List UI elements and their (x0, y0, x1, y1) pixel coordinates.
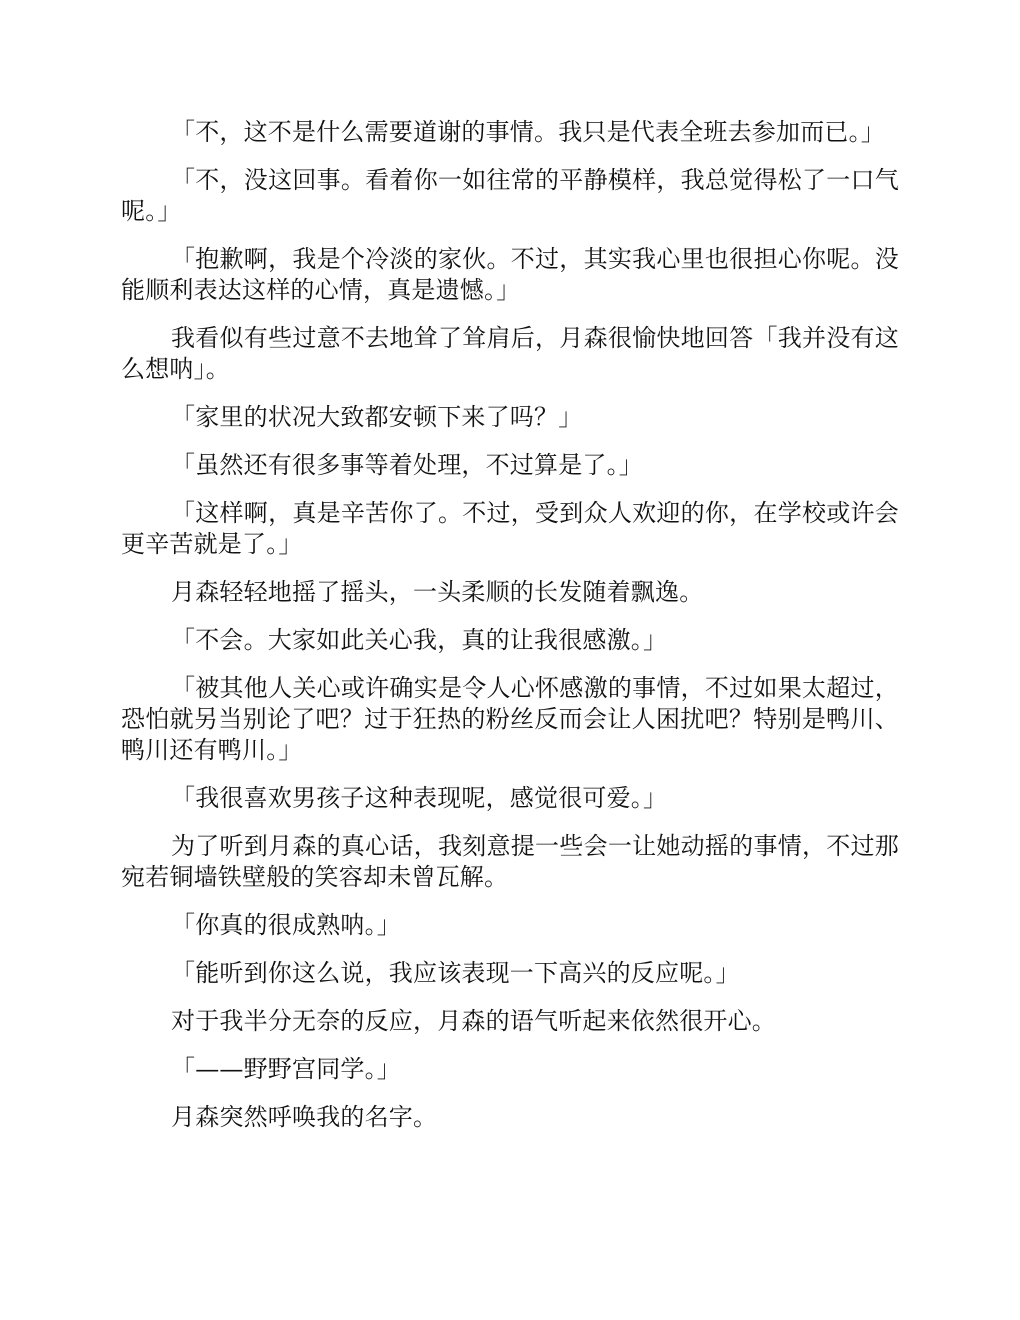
paragraph: 为了听到月森的真心话，我刻意提一些会一让她动摇的事情，不过那宛若铜墙铁壁般的笑容却未曾瓦解。 (121, 832, 899, 891)
paragraph: 月森轻轻地摇了摇头，一头柔顺的长发随着飘逸。 (171, 578, 704, 606)
paragraph: 「——野野宫同学。」 (171, 1055, 401, 1083)
paragraph: 对于我半分无奈的反应，月森的语气听起来依然很开心。 (171, 1007, 776, 1035)
paragraph: 「能听到你这么说，我应该表现一下高兴的反应呢。」 (171, 959, 740, 987)
paragraph: 「你真的很成熟呐。」 (171, 911, 401, 939)
paragraph: 「不会。大家如此关心我，真的让我很感激。」 (171, 626, 668, 654)
paragraph: 「我很喜欢男孩子这种表现呢，感觉很可爱。」 (171, 784, 668, 812)
paragraph: 「不，没这回事。看着你一如往常的平静模样，我总觉得松了一口气呢。」 (121, 166, 899, 225)
paragraph: 「虽然还有很多事等着处理，不过算是了。」 (171, 451, 643, 479)
document-body (121, 117, 899, 1150)
paragraph: 「这样啊，真是辛苦你了。不过，受到众人欢迎的你，在学校或许会更辛苦就是了。」 (121, 499, 899, 558)
paragraph: 月森突然呼唤我的名字。 (171, 1103, 438, 1131)
paragraph: 「被其他人关心或许确实是令人心怀感激的事情，不过如果太超过，恐怕就另当别论了吧？过于狂热的粉丝反而会让人困扰吧？特别是鸭川、鸭川还有鸭川。」 (121, 674, 899, 764)
paragraph: 「家里的状况大致都安顿下来了吗？」 (171, 403, 583, 431)
paragraph: 我看似有些过意不去地耸了耸肩后，月森很愉快地回答「我并没有这么想呐」。 (121, 324, 899, 383)
paragraph: 「不，这不是什么需要道谢的事情。我只是代表全班去参加而已。」 (171, 118, 885, 146)
paragraph: 「抱歉啊，我是个冷淡的家伙。不过，其实我心里也很担心你呢。没能顺利表达这样的心情，真是遗憾。」 (121, 245, 899, 304)
